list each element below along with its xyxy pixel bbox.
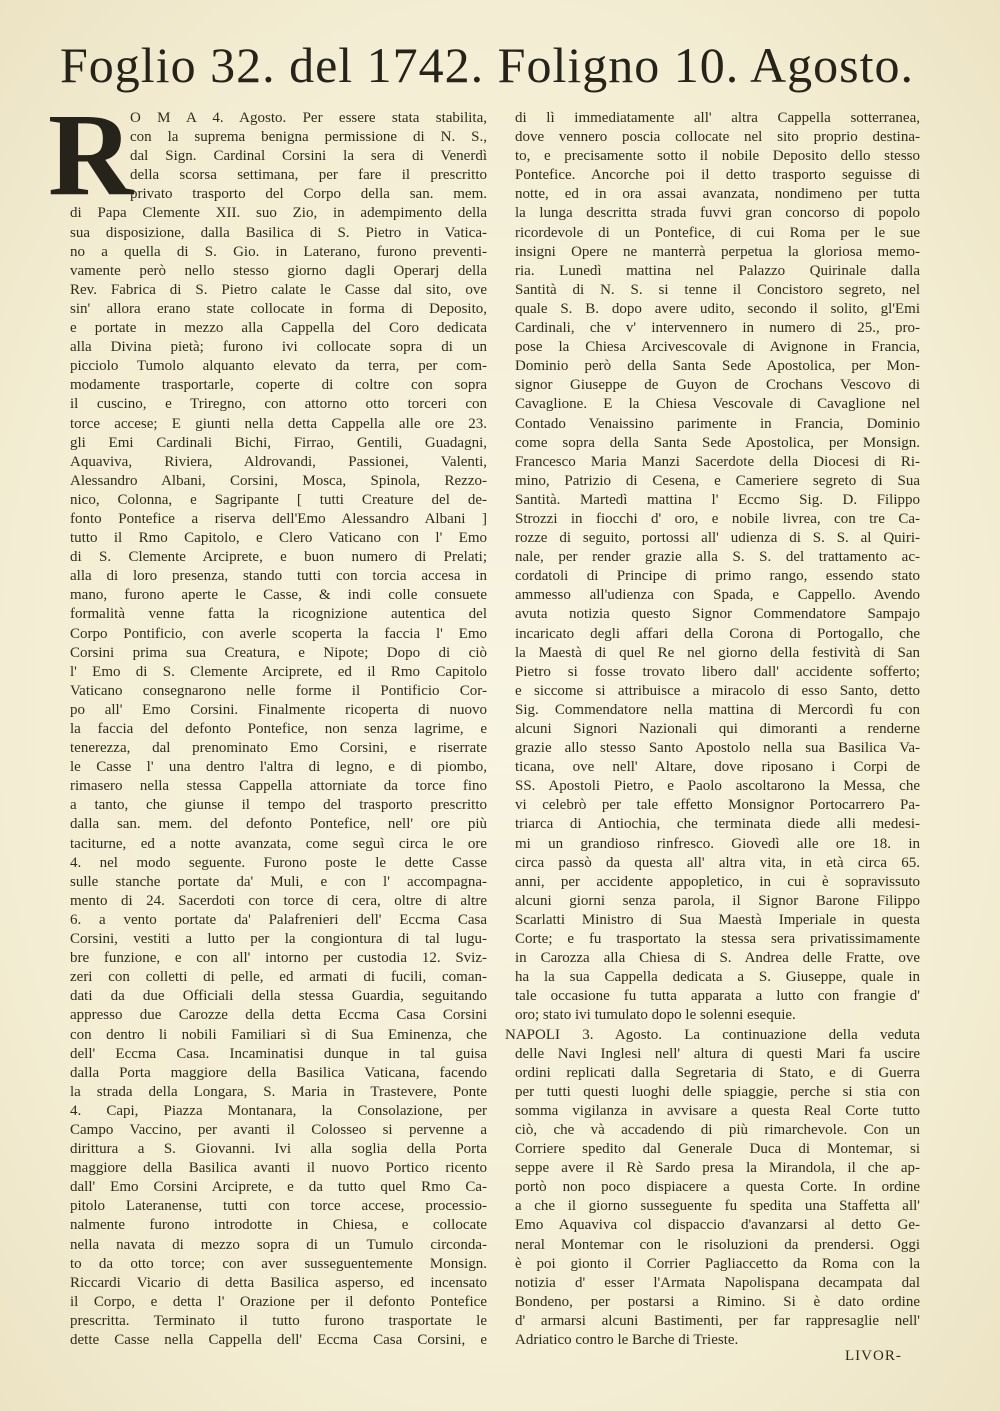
text-line: ha la sua Cappella dedicata a S. Giuseppe, quale in <box>515 969 920 986</box>
text-line: nella navata di mezzo sopra di un Tumulo circonda- <box>70 1236 487 1253</box>
text-line: mi un grandioso rinfresco. Giovedì alle ore 18. in <box>515 835 920 852</box>
text-line: Santità di N. S. si tenne il Concistoro segreto, nel <box>515 281 920 298</box>
text-line: tale occasione fu tutta apparata a lutto con frangie d' <box>515 988 920 1005</box>
text-line: dall' Emo Corsini Arciprete, e da tutto quel Rmo Ca- <box>70 1179 487 1196</box>
text-line: privato trasporto del Corpo della san. mem. <box>130 186 487 203</box>
text-line: la lunga descritta strada fuvvi gran concorso di popolo <box>515 205 920 222</box>
text-line: ordini replicati dalla Segretaria di Stato, e di Guerra <box>515 1064 920 1081</box>
text-line: nalmente furono introdotte in Chiesa, e collocate <box>70 1217 487 1234</box>
text-line: appresso due Carozze della detta Eccma Casa Corsini <box>70 1007 487 1024</box>
text-line: rimasero nella stessa Cappella attorniate da torce fino <box>70 778 487 795</box>
page-title: Foglio 32. del 1742. Foligno 10. Agosto. <box>60 37 914 93</box>
text-line: modamente trasportarle, coperte di coltre con sopra <box>70 377 487 394</box>
text-line: Aquaviva, Riviera, Aldrovandi, Passionei, Valenti, <box>70 453 487 470</box>
text-line: maggiore della Basilica avanti il nuovo Portico ricento <box>70 1160 487 1177</box>
text-line: avuta notizia questo Signor Commendatore Sampajo <box>515 606 920 623</box>
text-line: picciolo Tumolo alquanto elevato da terra, per com- <box>70 358 487 375</box>
text-line: insigni Opere ne manterrà perpetua la gloriosa memo- <box>515 243 920 260</box>
text-line: 4. nel modo seguente. Furono poste le dette Casse <box>70 854 487 871</box>
text-line: sua disposizione, dalla Basilica di S. Pietro in Vatica- <box>70 224 487 241</box>
text-line: e portate in mezzo alla Cappella del Coro dedicata <box>70 320 487 337</box>
text-line: bre funzione, e con all' intorno per custodia 12. Sviz- <box>70 950 487 967</box>
text-line: mento di 24. Sacerdoti con torce di cera, oltre di altre <box>70 892 487 909</box>
text-line: alcuni Signori Nazionali qui dimoranti a renderne <box>515 721 920 737</box>
text-line: tutto il Rmo Capitolo, e Clero Vaticano con l' Emo <box>70 530 487 547</box>
text-line: sin' allora erano state collocate in forma di Deposito, <box>70 300 487 317</box>
text-line: pose la Chiesa Arcivescovale di Avignone in Francia, <box>515 339 920 356</box>
text-line: Rev. Fabrica di S. Pietro calate le Casse dal sito, ove <box>70 281 487 298</box>
text-line: a tanto, che giunse il tempo del trasporto prescritto <box>70 797 487 814</box>
text-line: dell' Eccma Casa. Incaminatisi dunque in tal guisa <box>70 1045 487 1062</box>
right-column <box>505 109 920 1350</box>
text-line: Santità. Martedì mattina l' Eccmo Sig. D. Filippo <box>515 491 920 508</box>
text-line: Corriere spedito dal Generale Duca di Montemar, si <box>515 1141 920 1158</box>
text-line: la faccia del defonto Pontefice, non senza lagrime, e <box>70 721 487 737</box>
text-line: dalla Porta maggiore della Basilica Vaticana, facendo <box>70 1064 487 1081</box>
text-line: prescritta. Terminato il tutto furono trasportate le <box>70 1312 487 1329</box>
text-line: quale S. B. dopo avere udito, secondo il solito, gl'Emi <box>515 300 920 317</box>
text-line: gli Emi Cardinali Bichi, Firrao, Gentili, Guadagni, <box>70 434 487 451</box>
text-line: neral Montemar con le risoluzioni da prendersi. Oggi <box>515 1236 920 1253</box>
text-line: ricordevole di un Pontefice, di cui Roma per le sue <box>515 224 920 241</box>
drop-cap: R <box>48 89 134 220</box>
text-line: pitolo Lateranense, tutti con torce accese, processio- <box>70 1198 487 1215</box>
text-line: Campo Vaccino, per avanti il Colosseo si pervenne a <box>70 1121 487 1138</box>
text-line: to, e precisamente sotto il nobile Deposito dello stesso <box>515 148 920 165</box>
text-line: Corsini, vestiti a lutto per la congiontura di tal lugu- <box>70 931 487 948</box>
text-line: dati da due Officiali della stessa Guardia, seguitando <box>70 988 487 1005</box>
text-line: ria. Lunedì mattina nel Palazzo Quirinale dalla <box>515 262 920 279</box>
text-line: vamente però nello stesso giorno dagli Operarj della <box>70 262 487 279</box>
text-line: Francesco Maria Manzi Sacerdote della Diocesi di Ri- <box>515 453 920 470</box>
text-line: ticana, ove nell' Altare, dove riposano i Corpi de <box>515 759 920 776</box>
text-line: nale, per render grazie alla S. S. del trattamento ac- <box>515 549 920 566</box>
text-line: mino, Patrizio di Cesena, e Cameriere segreto di Sua <box>515 472 920 489</box>
text-line: Sig. Commendatore nella mattina di Mercordì fu con <box>515 701 920 718</box>
text-line: l' Emo di S. Clemente Arciprete, ed il Rmo Capitolo <box>70 663 487 680</box>
text-line: di S. Clemente Arciprete, e buon numero di Prelati; <box>70 549 487 566</box>
text-line: seppe avere il Rè Sardo presa la Mirandola, il che ap- <box>515 1160 920 1177</box>
text-line: Riccardi Vicario di detta Basilica asperso, ed incensato <box>70 1274 487 1291</box>
text-line: circa passò da questa all' altra vita, in età circa 65. <box>515 854 920 871</box>
text-line: Dominio però della Santa Sede Apostolica, per Mon- <box>515 358 920 375</box>
text-line: torce accese; E giunti nella detta Cappella alle ore 23. <box>70 415 487 432</box>
text-line: fonto Pontefice a riserva dell'Emo Alessandro Albani ] <box>70 510 487 527</box>
text-line: taciturne, ed a notte avanzata, come seguì circa le ore <box>70 835 487 852</box>
text-line: zeri con colletti di pelle, ed armati di fucili, coman- <box>70 969 487 986</box>
text-line: Alessandro Albani, Corsini, Mosca, Spinola, Rezzo- <box>70 472 487 489</box>
text-line: notizia d' esser l'Armata Napolispana decampata dal <box>515 1274 920 1291</box>
text-line: Scarlatti Ministro di Sua Maestà Imperiale in questa <box>515 911 920 928</box>
text-line: sulle stanche portate da' Muli, e con l' accompagna- <box>70 873 487 890</box>
text-line: cordatoli di Principe di primo rango, essendo stato <box>515 568 920 585</box>
text-line: formalità venne fatta la ricognizione autentica del <box>70 606 487 623</box>
text-line: a che il giorno susseguente fu spedita una Staffetta all' <box>515 1198 920 1215</box>
text-line: somma vigilanza in avvisare a questa Real Corte tutto <box>515 1102 920 1119</box>
text-line: è poi gionto il Corrier Pagliaccetto da Roma con la <box>515 1255 920 1272</box>
text-line: della scorsa settimana, per fare il prescritto <box>130 167 487 184</box>
text-line: portò non poco dispiacere a questa Corte. In ordine <box>515 1179 920 1196</box>
text-line: triarca di Antiochia, che terminata diede alli medesi- <box>515 816 920 833</box>
text-line: oro; stato ivi tumulato dopo le solenni esequie. <box>515 1007 796 1024</box>
text-line: di lì immediatamente all' altra Cappella sotterranea, <box>515 110 920 126</box>
text-line: in Carozza alla Chiesa di S. Andrea delle Fratte, ove <box>515 950 920 967</box>
left-column <box>70 109 487 1350</box>
text-line: rozze di seguito, portossi all' udienza di S. S. al Quiri- <box>515 530 920 547</box>
text-line: come sopra della Santa Sede Apostolica, per Monsign. <box>515 434 920 451</box>
text-line: nico, Colonna, e Sagripante [ tutti Creature del de- <box>70 491 487 508</box>
catchword: LIVOR- <box>845 1348 902 1364</box>
text-line: Cardinali, che v' intervennero in numero di 25., pro- <box>515 320 920 337</box>
text-line: po all' Emo Corsini. Finalmente ricoperta di nuovo <box>70 701 487 718</box>
text-line: il Corpo, e detta l' Orazione per il defonto Pontefice <box>70 1293 487 1310</box>
text-line: 4. Capi, Piazza Montanara, la Consolazione, per <box>70 1102 487 1119</box>
text-line: vi celebrò per tale effetto Monsignor Portocarrero Pa- <box>515 797 920 814</box>
text-line: O M A 4. Agosto. Per essere stata stabilita, <box>130 110 487 126</box>
text-line: NAPOLI 3. Agosto. La continuazione della veduta <box>505 1026 920 1043</box>
text-line: dalla san. mem. del defonto Pontefice, nell' ore più <box>70 816 487 833</box>
text-line: Pontefice. Ancorche poi il detto trasporto seguisse di <box>515 167 920 184</box>
text-line: la strada della Longara, S. Maria in Trastevere, Ponte <box>70 1083 487 1100</box>
text-line: la Maestà di quel Re nel giorno della festività di San <box>515 644 920 661</box>
text-line: mano, furono aperte le Casse, & indi colle consuete <box>70 587 487 604</box>
text-line: grazie allo stesso Santo Apostolo nella sua Basilica Va- <box>515 740 920 757</box>
text-line: alla di loro presenza, stando tutti con torcia accesa in <box>70 568 487 585</box>
text-line: Contado Venaissino parimente in Francia, Dominio <box>515 415 920 432</box>
text-line: 6. a vento portate da' Palafrenieri dell' Eccma Casa <box>70 911 487 928</box>
text-line: Bondeno, per postarsi a Rimino. Si è dato ordine <box>515 1293 920 1310</box>
text-line: to da otto torce; con aver susseguentemente Monsign. <box>70 1255 487 1272</box>
text-line: Corte; e fu trasportato la stessa sera privatissimamente <box>515 931 920 948</box>
text-line: Corpo Pontificio, con averle scoperta la faccia l' Emo <box>70 625 487 642</box>
text-line: dove vennero poscia collocate nel sito proprio destina- <box>515 129 920 146</box>
text-line: dirittura a S. Giovanni. Ivi alla soglia della Porta <box>70 1141 487 1158</box>
text-line: Cavaglione. E la Chiesa Vescovale di Cavaglione nel <box>515 396 920 413</box>
text-line: con la suprema benigna permissione di N. S., <box>130 129 487 146</box>
text-line: Pietro si fosse trovato libero dall' accidente sofferto; <box>515 663 920 680</box>
text-line: di Papa Clemente XII. suo Zio, in adempimento della <box>70 205 487 222</box>
text-line: tenerezza, dal prenominato Emo Corsini, e riserrate <box>70 740 487 757</box>
text-line: anni, per accidente appopletico, in cui è sopravissuto <box>515 873 920 890</box>
text-line: Strozzi in fiocchi d' oro, e nobile livrea, con tre Ca- <box>515 510 920 527</box>
text-line: alla Divina pietà; furono ivi collocate sopra di un <box>70 339 487 356</box>
text-line: con dentro li nobili Familiari sì di Sua Eminenza, che <box>70 1026 487 1043</box>
text-line: ammesso all'udienza con Spada, e Cappello. Avendo <box>515 587 920 604</box>
text-line: incaricato degli affari della Corona di Portogallo, che <box>515 625 920 642</box>
text-line: d' armarsi alcuni Bastimenti, per far rappresaglie nell' <box>515 1312 920 1329</box>
text-line: signor Giuseppe de Guyon de Crochans Vescovo di <box>515 377 920 394</box>
text-line: Emo Aquaviva col dispaccio d'avanzarsi al detto Ge- <box>515 1217 920 1234</box>
text-line: ciò, che và accadendo di più rimarchevole. Con un <box>515 1121 920 1138</box>
text-line: e siccome si attribuisce a miracolo di esso Santo, detto <box>515 682 920 699</box>
text-line: il cuscino, e Triregno, con attorno otto torceri con <box>70 396 487 413</box>
text-line: dal Sign. Cardinal Corsini la sera di Venerdì <box>130 148 487 165</box>
text-line: Corsini prima sua Creatura, e Nipote; Dopo di ciò <box>70 644 487 661</box>
text-line: alcuni giorni senza parola, il Signor Barone Filippo <box>515 892 920 909</box>
text-line: no a quella di S. Gio. in Laterano, furono preventi- <box>70 243 487 260</box>
text-line: SS. Apostoli Pietro, e Paolo ascoltarono la Messa, che <box>515 778 920 795</box>
text-line: Vaticano consegnarono nelle forme il Pontificio Cor- <box>70 682 487 699</box>
text-line: dette Casse nella Cappella dell' Eccma Casa Corsini, e <box>70 1332 487 1348</box>
text-line: delle Navi Inglesi nell' altura di questi Mari fa uscire <box>515 1045 920 1062</box>
text-line: notte, ed in ora assai avanzata, nondimeno per tutta <box>515 186 920 203</box>
text-line: Adriatico contro le Barche di Trieste. <box>515 1332 739 1348</box>
text-line: le Casse l' una dentro l'altra di legno, e di piombo, <box>70 759 487 776</box>
text-line: per tutti questi luoghi delle spiaggie, perche si stia con <box>515 1083 920 1100</box>
